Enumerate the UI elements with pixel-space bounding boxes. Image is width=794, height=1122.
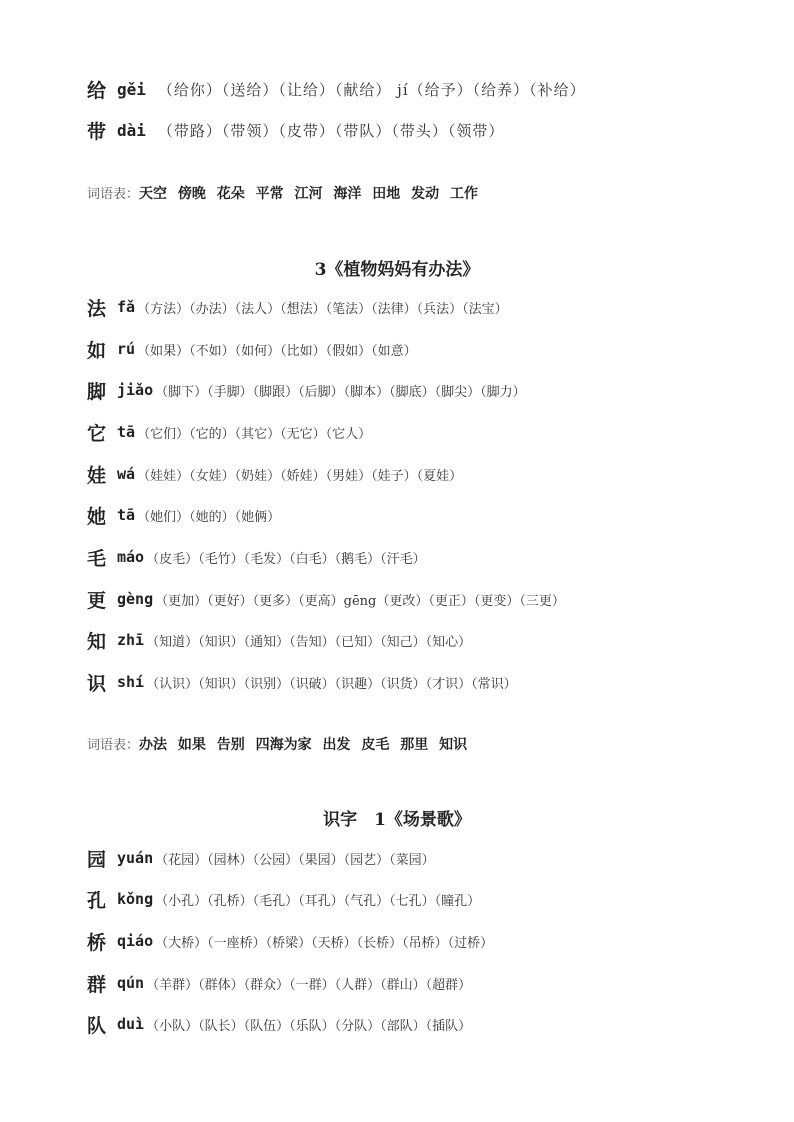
character: 园 [87, 848, 107, 871]
word-list: （它们）（它的）（其它）（无它）（它人） [137, 426, 372, 442]
word-list: （皮毛）（毛竹）（毛发）（白毛）（鹅毛）（汗毛） [146, 551, 426, 567]
word-list: （认识）（知识）（识别）（识破）（识趣）（识货）（才识）（常识） [146, 676, 517, 692]
vocab-list [87, 183, 478, 203]
character: 桥 [87, 931, 107, 954]
char-row [87, 540, 784, 574]
pinyin: tā [117, 423, 136, 441]
character: 如 [87, 339, 107, 362]
word-list: （羊群）（群体）（群众）（一群）（人群）（群山）（超群） [146, 977, 472, 993]
word-list: （娃娃）（女娃）（奶娃）（娇娃）（男娃）（娃子）（夏娃） [137, 468, 463, 484]
char-row [87, 290, 784, 324]
pinyin: qún [117, 974, 145, 992]
word-list: （大桥）（一座桥）（桥梁）（天桥）（长桥）（吊桥）（过桥） [155, 935, 494, 951]
char-row [87, 72, 784, 106]
character: 给 [87, 79, 107, 102]
character: 更 [87, 589, 107, 612]
char-row [87, 332, 784, 366]
character: 它 [87, 422, 107, 445]
vocab-words: 办法 如果 告别 四海为家 出发 皮毛 那里 知识 [139, 737, 468, 753]
lesson-title: 3《植物妈妈有办法》 [314, 260, 480, 280]
word-list: （带路）（带领）（皮带）（带队）（带头）（领带） [157, 121, 505, 140]
pinyin: rú [117, 340, 136, 358]
character: 娃 [87, 464, 107, 487]
word-list: （小队）（队长）（队伍）（乐队）（分队）（部队）（插队） [146, 1018, 472, 1034]
pinyin: gěi [117, 79, 146, 99]
character: 脚 [87, 380, 107, 403]
char-row [87, 457, 784, 491]
char-row [87, 113, 784, 147]
char-row [87, 882, 784, 916]
pinyin: shí [117, 673, 145, 691]
character: 带 [87, 120, 107, 143]
character: 知 [87, 630, 107, 653]
word-list: （花园）（园林）（公园）（果园）（园艺）（菜园） [155, 852, 435, 868]
char-row [87, 373, 784, 407]
pinyin: máo [117, 548, 145, 566]
word-list: （她们）（她的）（她俩） [137, 509, 281, 525]
vocab-list [87, 734, 467, 754]
word-list: （更加）（更好）（更多）（更高）gēng（更改）（更正）（更变）（三更） [155, 593, 565, 609]
word-list: （如果）（不如）（如何）（比如）（假如）（如意） [137, 343, 417, 359]
character: 法 [87, 297, 107, 320]
lesson-title: 识字 1《场景歌》 [323, 810, 471, 830]
character: 孔 [87, 889, 107, 912]
character: 她 [87, 505, 107, 528]
char-row [87, 966, 784, 1000]
pinyin: fǎ [117, 298, 136, 316]
char-row [87, 665, 784, 699]
pinyin: yuán [117, 849, 154, 867]
character: 队 [87, 1014, 107, 1037]
pinyin: zhī [117, 631, 145, 649]
character: 群 [87, 973, 107, 996]
word-list: （给你）（送给）（让给）（献给） jí（给予）（给养）（补给） [157, 80, 586, 99]
char-row [87, 498, 784, 532]
pinyin: kǒng [117, 890, 154, 908]
vocab-label: 词语表： [87, 738, 140, 753]
word-list: （脚下）（手脚）（脚跟）（后脚）（脚本）（脚底）（脚尖）（脚力） [155, 384, 526, 400]
word-list: （方法）（办法）（法人）（想法）（笔法）（法律）（兵法）（法宝） [137, 301, 508, 317]
pinyin: jiǎo [117, 381, 154, 399]
pinyin: gèng [117, 590, 154, 608]
word-list: （知道）（知识）（通知）（告知）（已知）（知己）（知心） [146, 634, 472, 650]
pinyin: dài [117, 120, 146, 140]
character: 毛 [87, 547, 107, 570]
vocab-label: 词语表： [87, 187, 140, 202]
pinyin: duì [117, 1015, 145, 1033]
character: 识 [87, 672, 107, 695]
pinyin: tā [117, 506, 136, 524]
vocab-words: 天空 傍晚 花朵 平常 江河 海洋 田地 发动 工作 [139, 186, 479, 202]
char-row [87, 1007, 784, 1041]
char-row [87, 924, 784, 958]
pinyin: qiáo [117, 932, 154, 950]
pinyin: wá [117, 465, 136, 483]
char-row [87, 841, 784, 875]
char-row [87, 623, 784, 657]
word-list: （小孔）（孔桥）（毛孔）（耳孔）（气孔）（七孔）（瞳孔） [155, 893, 481, 909]
char-row [87, 582, 784, 616]
char-row [87, 415, 784, 449]
